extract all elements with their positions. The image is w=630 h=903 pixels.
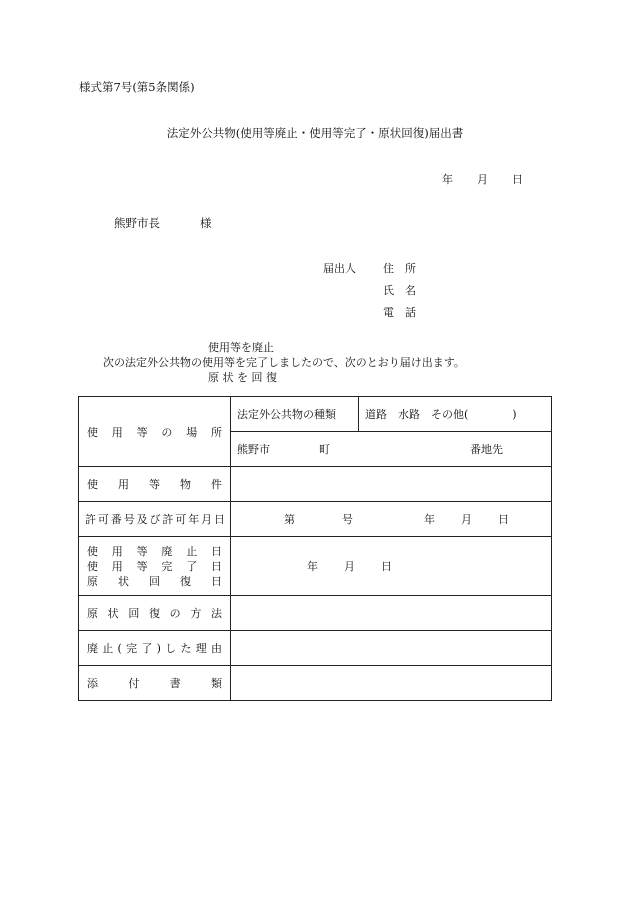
table-row-item — [79, 467, 552, 502]
item-field[interactable] — [231, 467, 552, 502]
permit-field[interactable] — [231, 502, 552, 537]
statement-main-line — [103, 354, 465, 370]
applicant-phone-label: 電 話 — [383, 306, 416, 319]
dates-label-restore: 原状回復日 — [87, 574, 222, 588]
addressee-honorific: 様 — [200, 216, 212, 230]
method-field[interactable] — [231, 596, 552, 631]
dates-year: 年 — [307, 560, 318, 573]
date-month: 月 — [477, 173, 488, 186]
attachments-label: 添付書類 — [79, 666, 231, 701]
location-lot: 番地先 — [470, 443, 503, 456]
reason-field[interactable] — [231, 631, 552, 666]
dates-label — [79, 537, 231, 596]
addressee — [114, 215, 212, 231]
location-town: 町 — [319, 443, 330, 456]
form-number: 様式第7号(第5条関係) — [79, 80, 195, 94]
location-address-field[interactable] — [231, 432, 552, 467]
permit-label: 許可番号及び許可年月日 — [79, 502, 231, 537]
applicant-label: 届出人 — [323, 262, 356, 275]
notification-table — [78, 396, 552, 701]
table-row-method — [79, 596, 552, 631]
dates-label-complete: 使用等完了日 — [87, 559, 222, 573]
dates-field[interactable] — [231, 537, 552, 596]
item-label: 使用等物件 — [79, 467, 231, 502]
permit-no-suffix: 号 — [342, 513, 353, 526]
statement-option-complete: 使用等を完了 — [202, 356, 268, 369]
statement-option-abolish: 使用等を廃止 — [208, 341, 274, 354]
type-label: 法定外公共物の種類 — [231, 397, 359, 432]
table-row-type — [79, 397, 552, 432]
permit-year: 年 — [424, 513, 435, 526]
type-options[interactable]: 道路 水路 その他( ) — [359, 397, 552, 432]
statement-option-restore: 原 状 を 回 復 — [208, 371, 277, 384]
dates-label-abolish: 使用等廃止日 — [87, 544, 222, 558]
permit-month: 月 — [461, 513, 472, 526]
table-row-reason — [79, 631, 552, 666]
document-title: 法定外公共物(使用等廃止・使用等完了・原状回復)届出書 — [166, 126, 464, 140]
date-year: 年 — [442, 173, 453, 186]
permit-day: 日 — [498, 513, 509, 526]
applicant-address-label: 住 所 — [383, 262, 416, 275]
permit-no-prefix: 第 — [284, 513, 295, 526]
dates-month: 月 — [344, 560, 355, 573]
method-label: 原状回復の方法 — [79, 596, 231, 631]
addressee-name: 熊野市長 — [114, 216, 160, 230]
location-label: 使用等の場所 — [79, 397, 231, 467]
table-row-dates — [79, 537, 552, 596]
table-row-attachments — [79, 666, 552, 701]
date-line — [442, 171, 523, 187]
statement-suffix: しましたので、次のとおり届け出ます。 — [268, 356, 465, 369]
table-row-permit — [79, 502, 552, 537]
attachments-field[interactable] — [231, 666, 552, 701]
reason-label: 廃止(完了)した理由 — [79, 631, 231, 666]
applicant-name-label: 氏 名 — [383, 284, 416, 297]
dates-day: 日 — [381, 560, 392, 573]
location-city: 熊野市 — [237, 443, 270, 456]
statement-prefix: 次の法定外公共物の — [103, 356, 202, 369]
date-day: 日 — [512, 173, 523, 186]
